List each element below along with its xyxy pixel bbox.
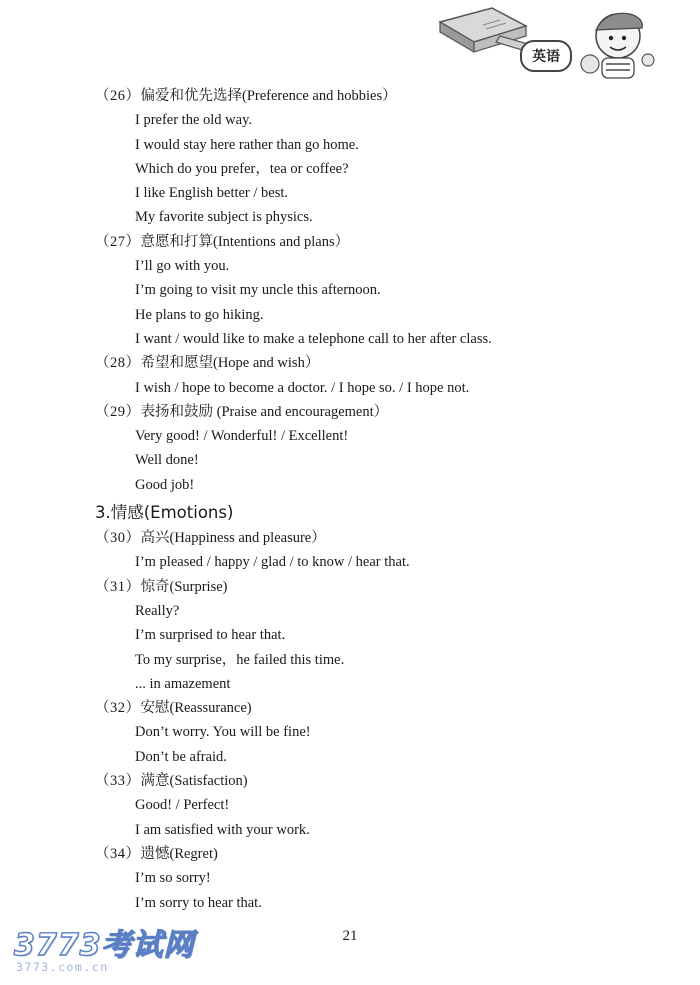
list-item-heading: （31）惊奇(Surprise) bbox=[95, 578, 228, 595]
section-heading: 3.情感(Emotions) bbox=[95, 503, 234, 523]
example-sentence: Good job! bbox=[135, 476, 195, 493]
list-item-heading: （32）安慰(Reassurance) bbox=[95, 700, 252, 717]
example-sentence: I’ll go with you. bbox=[135, 258, 230, 275]
list-item-heading: （29）表扬和鼓励 (Praise and encouragement） bbox=[95, 403, 389, 420]
example-sentence: Well done! bbox=[135, 452, 199, 469]
list-item-heading: （27）意愿和打算(Intentions and plans） bbox=[95, 233, 350, 250]
example-sentence: I prefer the old way. bbox=[135, 112, 253, 129]
list-item-heading: （30）高兴(Happiness and pleasure） bbox=[95, 530, 326, 547]
example-sentence: I’m pleased / happy / glad / to know / hear that. bbox=[135, 554, 410, 571]
example-sentence: I’m going to visit my uncle this afternoon. bbox=[135, 282, 381, 299]
watermark-main: 3773考试网 bbox=[14, 928, 195, 963]
example-sentence: Don’t worry. You will be fine! bbox=[135, 724, 311, 741]
example-sentence: I wish / hope to become a doctor. / I hope so. / I hope not. bbox=[135, 379, 470, 396]
example-sentence: He plans to go hiking. bbox=[135, 306, 264, 323]
subject-badge: 英语 bbox=[520, 40, 572, 72]
example-sentence: I’m sorry to hear that. bbox=[135, 894, 262, 911]
example-sentence: ... in amazement bbox=[135, 675, 231, 692]
example-sentence: I’m surprised to hear that. bbox=[135, 627, 286, 644]
example-sentence: Very good! / Wonderful! / Excellent! bbox=[135, 428, 349, 445]
list-item-heading: （34）遗憾(Regret) bbox=[95, 845, 218, 862]
example-sentence: Really? bbox=[135, 602, 180, 619]
example-sentence: I am satisfied with your work. bbox=[135, 821, 310, 838]
example-sentence: I’m so sorry! bbox=[135, 870, 211, 887]
watermark-url: 3773.com.cn bbox=[16, 960, 109, 974]
example-sentence: Which do you prefer，tea or coffee? bbox=[135, 160, 349, 177]
watermark-logo bbox=[14, 920, 195, 974]
main-content bbox=[95, 84, 655, 915]
example-sentence: I want / would like to make a telephone call to her after class. bbox=[135, 330, 492, 347]
example-sentence: Good! / Perfect! bbox=[135, 797, 230, 814]
cartoon-boy-mascot-icon bbox=[581, 13, 654, 78]
example-sentence: I would stay here rather than go home. bbox=[135, 136, 359, 153]
example-sentence: My favorite subject is physics. bbox=[135, 209, 313, 226]
example-sentence: Don’t be afraid. bbox=[135, 748, 227, 765]
list-item-heading: （26）偏爱和优先选择(Preference and hobbies） bbox=[95, 88, 397, 104]
list-item-heading: （28）希望和愿望(Hope and wish） bbox=[95, 355, 320, 372]
page-number: 21 bbox=[342, 928, 358, 944]
example-sentence: To my surprise，he failed this time. bbox=[135, 651, 345, 668]
example-sentence: I like English better / best. bbox=[135, 185, 289, 202]
list-item-heading: （33）满意(Satisfaction) bbox=[95, 773, 248, 790]
